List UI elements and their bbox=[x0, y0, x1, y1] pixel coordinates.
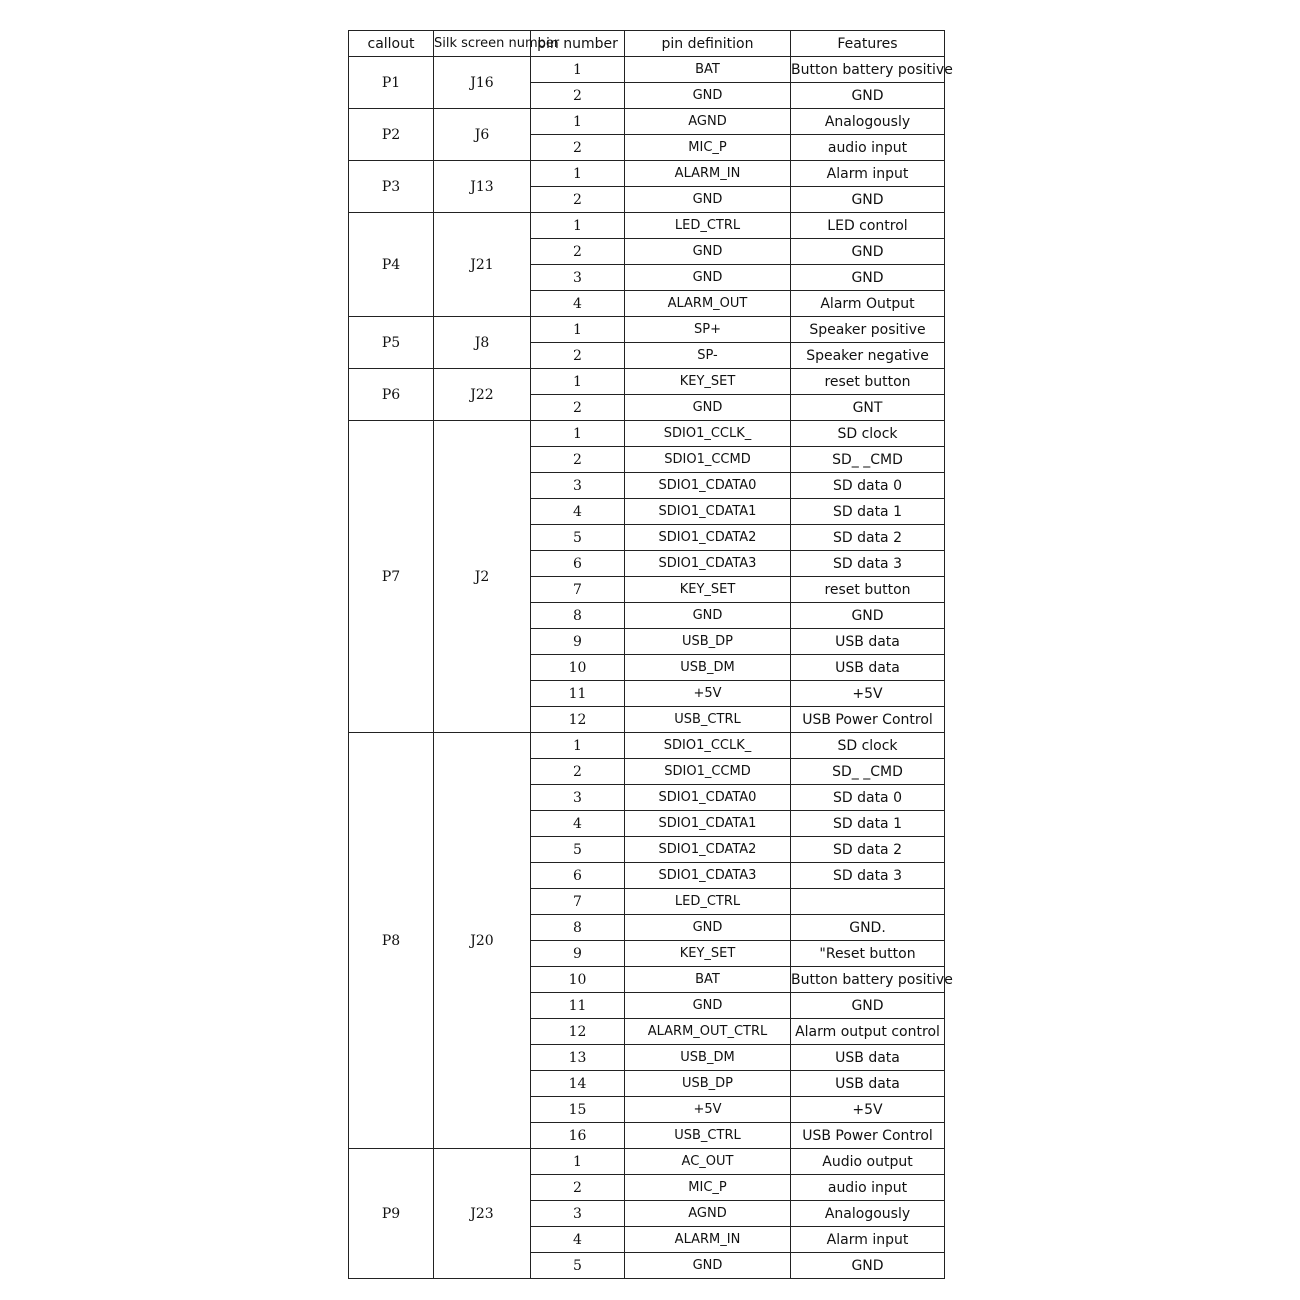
callout-cell: P6 bbox=[349, 369, 434, 421]
features-cell: SD data 1 bbox=[791, 499, 945, 525]
table-row bbox=[349, 317, 945, 343]
pin-definition-cell: KEY_SET bbox=[625, 941, 791, 967]
pin-number-cell: 3 bbox=[531, 785, 625, 811]
pin-definition-cell: GND bbox=[625, 915, 791, 941]
pin-definition-cell: MIC_P bbox=[625, 135, 791, 161]
pin-number-cell: 8 bbox=[531, 603, 625, 629]
header-pin-definition: pin definition bbox=[625, 31, 791, 57]
features-cell: GND. bbox=[791, 915, 945, 941]
pin-number-cell: 6 bbox=[531, 863, 625, 889]
features-cell: GND bbox=[791, 239, 945, 265]
pin-definition-cell: ALARM_IN bbox=[625, 161, 791, 187]
pin-number-cell: 1 bbox=[531, 109, 625, 135]
pin-definition-cell: BAT bbox=[625, 967, 791, 993]
pin-number-cell: 1 bbox=[531, 317, 625, 343]
features-cell: SD_ _CMD bbox=[791, 447, 945, 473]
pin-definition-cell: GND bbox=[625, 603, 791, 629]
features-cell: Button battery positive bbox=[791, 57, 945, 83]
pin-number-cell: 2 bbox=[531, 1175, 625, 1201]
pin-definition-cell: ALARM_OUT_CTRL bbox=[625, 1019, 791, 1045]
pin-number-cell: 9 bbox=[531, 629, 625, 655]
features-cell: Alarm input bbox=[791, 1227, 945, 1253]
table-row bbox=[349, 369, 945, 395]
pin-number-cell: 4 bbox=[531, 291, 625, 317]
table-row bbox=[349, 421, 945, 447]
features-cell: reset button bbox=[791, 577, 945, 603]
pin-number-cell: 9 bbox=[531, 941, 625, 967]
pin-number-cell: 7 bbox=[531, 889, 625, 915]
pin-number-cell: 2 bbox=[531, 447, 625, 473]
pin-number-cell: 3 bbox=[531, 1201, 625, 1227]
features-cell: Speaker positive bbox=[791, 317, 945, 343]
pin-definition-cell: SDIO1_CDATA1 bbox=[625, 499, 791, 525]
features-cell: reset button bbox=[791, 369, 945, 395]
pin-definition-cell: SDIO1_CCLK_ bbox=[625, 421, 791, 447]
features-cell: USB data bbox=[791, 1045, 945, 1071]
pin-definition-cell: GND bbox=[625, 993, 791, 1019]
header-pin-number: pin number bbox=[531, 31, 625, 57]
silk-screen-cell: J21 bbox=[434, 213, 531, 317]
pin-number-cell: 7 bbox=[531, 577, 625, 603]
features-cell: +5V bbox=[791, 1097, 945, 1123]
pin-number-cell: 5 bbox=[531, 1253, 625, 1279]
features-cell: Speaker negative bbox=[791, 343, 945, 369]
pin-definition-cell: SP+ bbox=[625, 317, 791, 343]
silk-screen-cell: J13 bbox=[434, 161, 531, 213]
pin-number-cell: 1 bbox=[531, 1149, 625, 1175]
features-cell: SD data 1 bbox=[791, 811, 945, 837]
table-row bbox=[349, 1149, 945, 1175]
features-cell: USB Power Control bbox=[791, 1123, 945, 1149]
features-cell: GND bbox=[791, 1253, 945, 1279]
pin-definition-cell: GND bbox=[625, 187, 791, 213]
features-cell: SD data 2 bbox=[791, 525, 945, 551]
table-row bbox=[349, 57, 945, 83]
callout-cell: P7 bbox=[349, 421, 434, 733]
pin-definition-cell: LED_CTRL bbox=[625, 889, 791, 915]
pin-definition-cell: ALARM_OUT bbox=[625, 291, 791, 317]
pin-number-cell: 1 bbox=[531, 213, 625, 239]
features-cell: SD_ _CMD bbox=[791, 759, 945, 785]
pin-definition-cell: SDIO1_CDATA2 bbox=[625, 837, 791, 863]
callout-cell: P3 bbox=[349, 161, 434, 213]
pin-number-cell: 11 bbox=[531, 681, 625, 707]
pin-number-cell: 10 bbox=[531, 655, 625, 681]
pin-number-cell: 2 bbox=[531, 239, 625, 265]
pin-definition-cell: ALARM_IN bbox=[625, 1227, 791, 1253]
features-cell: LED control bbox=[791, 213, 945, 239]
features-cell: GND bbox=[791, 83, 945, 109]
features-cell: USB data bbox=[791, 655, 945, 681]
features-cell: GND bbox=[791, 993, 945, 1019]
silk-screen-cell: J16 bbox=[434, 57, 531, 109]
features-cell: SD data 2 bbox=[791, 837, 945, 863]
silk-screen-cell: J20 bbox=[434, 733, 531, 1149]
callout-cell: P4 bbox=[349, 213, 434, 317]
pin-number-cell: 1 bbox=[531, 57, 625, 83]
pin-definition-cell: USB_DP bbox=[625, 1071, 791, 1097]
features-cell: Audio output bbox=[791, 1149, 945, 1175]
pin-number-cell: 12 bbox=[531, 1019, 625, 1045]
pin-definition-cell: +5V bbox=[625, 1097, 791, 1123]
features-cell: audio input bbox=[791, 135, 945, 161]
pin-definition-cell: KEY_SET bbox=[625, 577, 791, 603]
pin-definition-cell: SDIO1_CCMD bbox=[625, 759, 791, 785]
pin-definition-cell: MIC_P bbox=[625, 1175, 791, 1201]
pin-number-cell: 11 bbox=[531, 993, 625, 1019]
features-cell: Alarm input bbox=[791, 161, 945, 187]
pin-number-cell: 15 bbox=[531, 1097, 625, 1123]
pin-number-cell: 4 bbox=[531, 499, 625, 525]
features-cell: SD data 0 bbox=[791, 473, 945, 499]
pin-number-cell: 1 bbox=[531, 421, 625, 447]
callout-cell: P8 bbox=[349, 733, 434, 1149]
pin-number-cell: 3 bbox=[531, 265, 625, 291]
silk-screen-cell: J2 bbox=[434, 421, 531, 733]
features-cell: SD clock bbox=[791, 733, 945, 759]
features-cell: USB data bbox=[791, 629, 945, 655]
header-features: Features bbox=[791, 31, 945, 57]
silk-screen-cell: J6 bbox=[434, 109, 531, 161]
table-row bbox=[349, 109, 945, 135]
pin-number-cell: 5 bbox=[531, 837, 625, 863]
pin-definition-cell: SDIO1_CCLK_ bbox=[625, 733, 791, 759]
pin-definition-cell: SDIO1_CDATA3 bbox=[625, 863, 791, 889]
features-cell: GND bbox=[791, 187, 945, 213]
pin-number-cell: 2 bbox=[531, 187, 625, 213]
pin-definition-cell: KEY_SET bbox=[625, 369, 791, 395]
features-cell: audio input bbox=[791, 1175, 945, 1201]
pin-definition-table bbox=[348, 30, 953, 1279]
pin-definition-cell: AGND bbox=[625, 1201, 791, 1227]
features-cell: Alarm Output bbox=[791, 291, 945, 317]
pin-number-cell: 5 bbox=[531, 525, 625, 551]
features-cell: +5V bbox=[791, 681, 945, 707]
features-cell: USB data bbox=[791, 1071, 945, 1097]
features-cell: SD data 3 bbox=[791, 551, 945, 577]
table-row bbox=[349, 213, 945, 239]
features-cell: GND bbox=[791, 265, 945, 291]
features-cell: GND bbox=[791, 603, 945, 629]
pin-number-cell: 12 bbox=[531, 707, 625, 733]
callout-cell: P9 bbox=[349, 1149, 434, 1279]
pin-definition-cell: SDIO1_CDATA1 bbox=[625, 811, 791, 837]
pin-definition-cell: +5V bbox=[625, 681, 791, 707]
pin-number-cell: 8 bbox=[531, 915, 625, 941]
pin-number-cell: 10 bbox=[531, 967, 625, 993]
pin-definition-cell: GND bbox=[625, 239, 791, 265]
features-cell: SD data 3 bbox=[791, 863, 945, 889]
table-body bbox=[349, 57, 953, 1279]
pin-definition-cell: AC_OUT bbox=[625, 1149, 791, 1175]
pin-definition-cell: SP- bbox=[625, 343, 791, 369]
pin-definition-cell: USB_DM bbox=[625, 655, 791, 681]
pin-number-cell: 16 bbox=[531, 1123, 625, 1149]
silk-screen-cell: J23 bbox=[434, 1149, 531, 1279]
header-silk-screen-number: Silk screen number bbox=[434, 31, 531, 57]
pin-number-cell: 3 bbox=[531, 473, 625, 499]
pin-definition-cell: SDIO1_CDATA0 bbox=[625, 473, 791, 499]
features-cell: Analogously bbox=[791, 109, 945, 135]
pin-number-cell: 6 bbox=[531, 551, 625, 577]
silk-screen-cell: J22 bbox=[434, 369, 531, 421]
pin-number-cell: 1 bbox=[531, 161, 625, 187]
pin-definition-cell: SDIO1_CCMD bbox=[625, 447, 791, 473]
features-cell: Button battery positive bbox=[791, 967, 945, 993]
callout-cell: P5 bbox=[349, 317, 434, 369]
features-cell: "Reset button bbox=[791, 941, 945, 967]
pin-definition-cell: GND bbox=[625, 395, 791, 421]
pin-definition-cell: AGND bbox=[625, 109, 791, 135]
header-row bbox=[349, 31, 945, 57]
pin-number-cell: 2 bbox=[531, 759, 625, 785]
table-row bbox=[349, 161, 945, 187]
pin-definition-cell: GND bbox=[625, 265, 791, 291]
features-cell: USB Power Control bbox=[791, 707, 945, 733]
features-cell: Alarm output control bbox=[791, 1019, 945, 1045]
pin-definition-cell: GND bbox=[625, 83, 791, 109]
pin-definition-cell: SDIO1_CDATA3 bbox=[625, 551, 791, 577]
pin-definition-cell: LED_CTRL bbox=[625, 213, 791, 239]
pin-number-cell: 2 bbox=[531, 83, 625, 109]
pin-definition-cell: BAT bbox=[625, 57, 791, 83]
callout-cell: P2 bbox=[349, 109, 434, 161]
pin-definition-cell: SDIO1_CDATA0 bbox=[625, 785, 791, 811]
pin-definition-cell: USB_DM bbox=[625, 1045, 791, 1071]
callout-cell: P1 bbox=[349, 57, 434, 109]
features-cell: GNT bbox=[791, 395, 945, 421]
pin-number-cell: 1 bbox=[531, 733, 625, 759]
pin-number-cell: 2 bbox=[531, 135, 625, 161]
pin-definition-cell: USB_CTRL bbox=[625, 707, 791, 733]
pin-number-cell: 4 bbox=[531, 1227, 625, 1253]
pin-number-cell: 2 bbox=[531, 343, 625, 369]
table-row bbox=[349, 733, 945, 759]
pin-definition-cell: SDIO1_CDATA2 bbox=[625, 525, 791, 551]
pin-number-cell: 4 bbox=[531, 811, 625, 837]
pin-number-cell: 2 bbox=[531, 395, 625, 421]
pin-definition-cell: USB_CTRL bbox=[625, 1123, 791, 1149]
header-callout: callout bbox=[349, 31, 434, 57]
pin-number-cell: 1 bbox=[531, 369, 625, 395]
features-cell: SD clock bbox=[791, 421, 945, 447]
silk-screen-cell: J8 bbox=[434, 317, 531, 369]
features-cell: SD data 0 bbox=[791, 785, 945, 811]
pin-number-cell: 14 bbox=[531, 1071, 625, 1097]
pin-number-cell: 13 bbox=[531, 1045, 625, 1071]
features-cell bbox=[791, 889, 945, 915]
features-cell: Analogously bbox=[791, 1201, 945, 1227]
pin-definition-cell: GND bbox=[625, 1253, 791, 1279]
pin-definition-cell: USB_DP bbox=[625, 629, 791, 655]
